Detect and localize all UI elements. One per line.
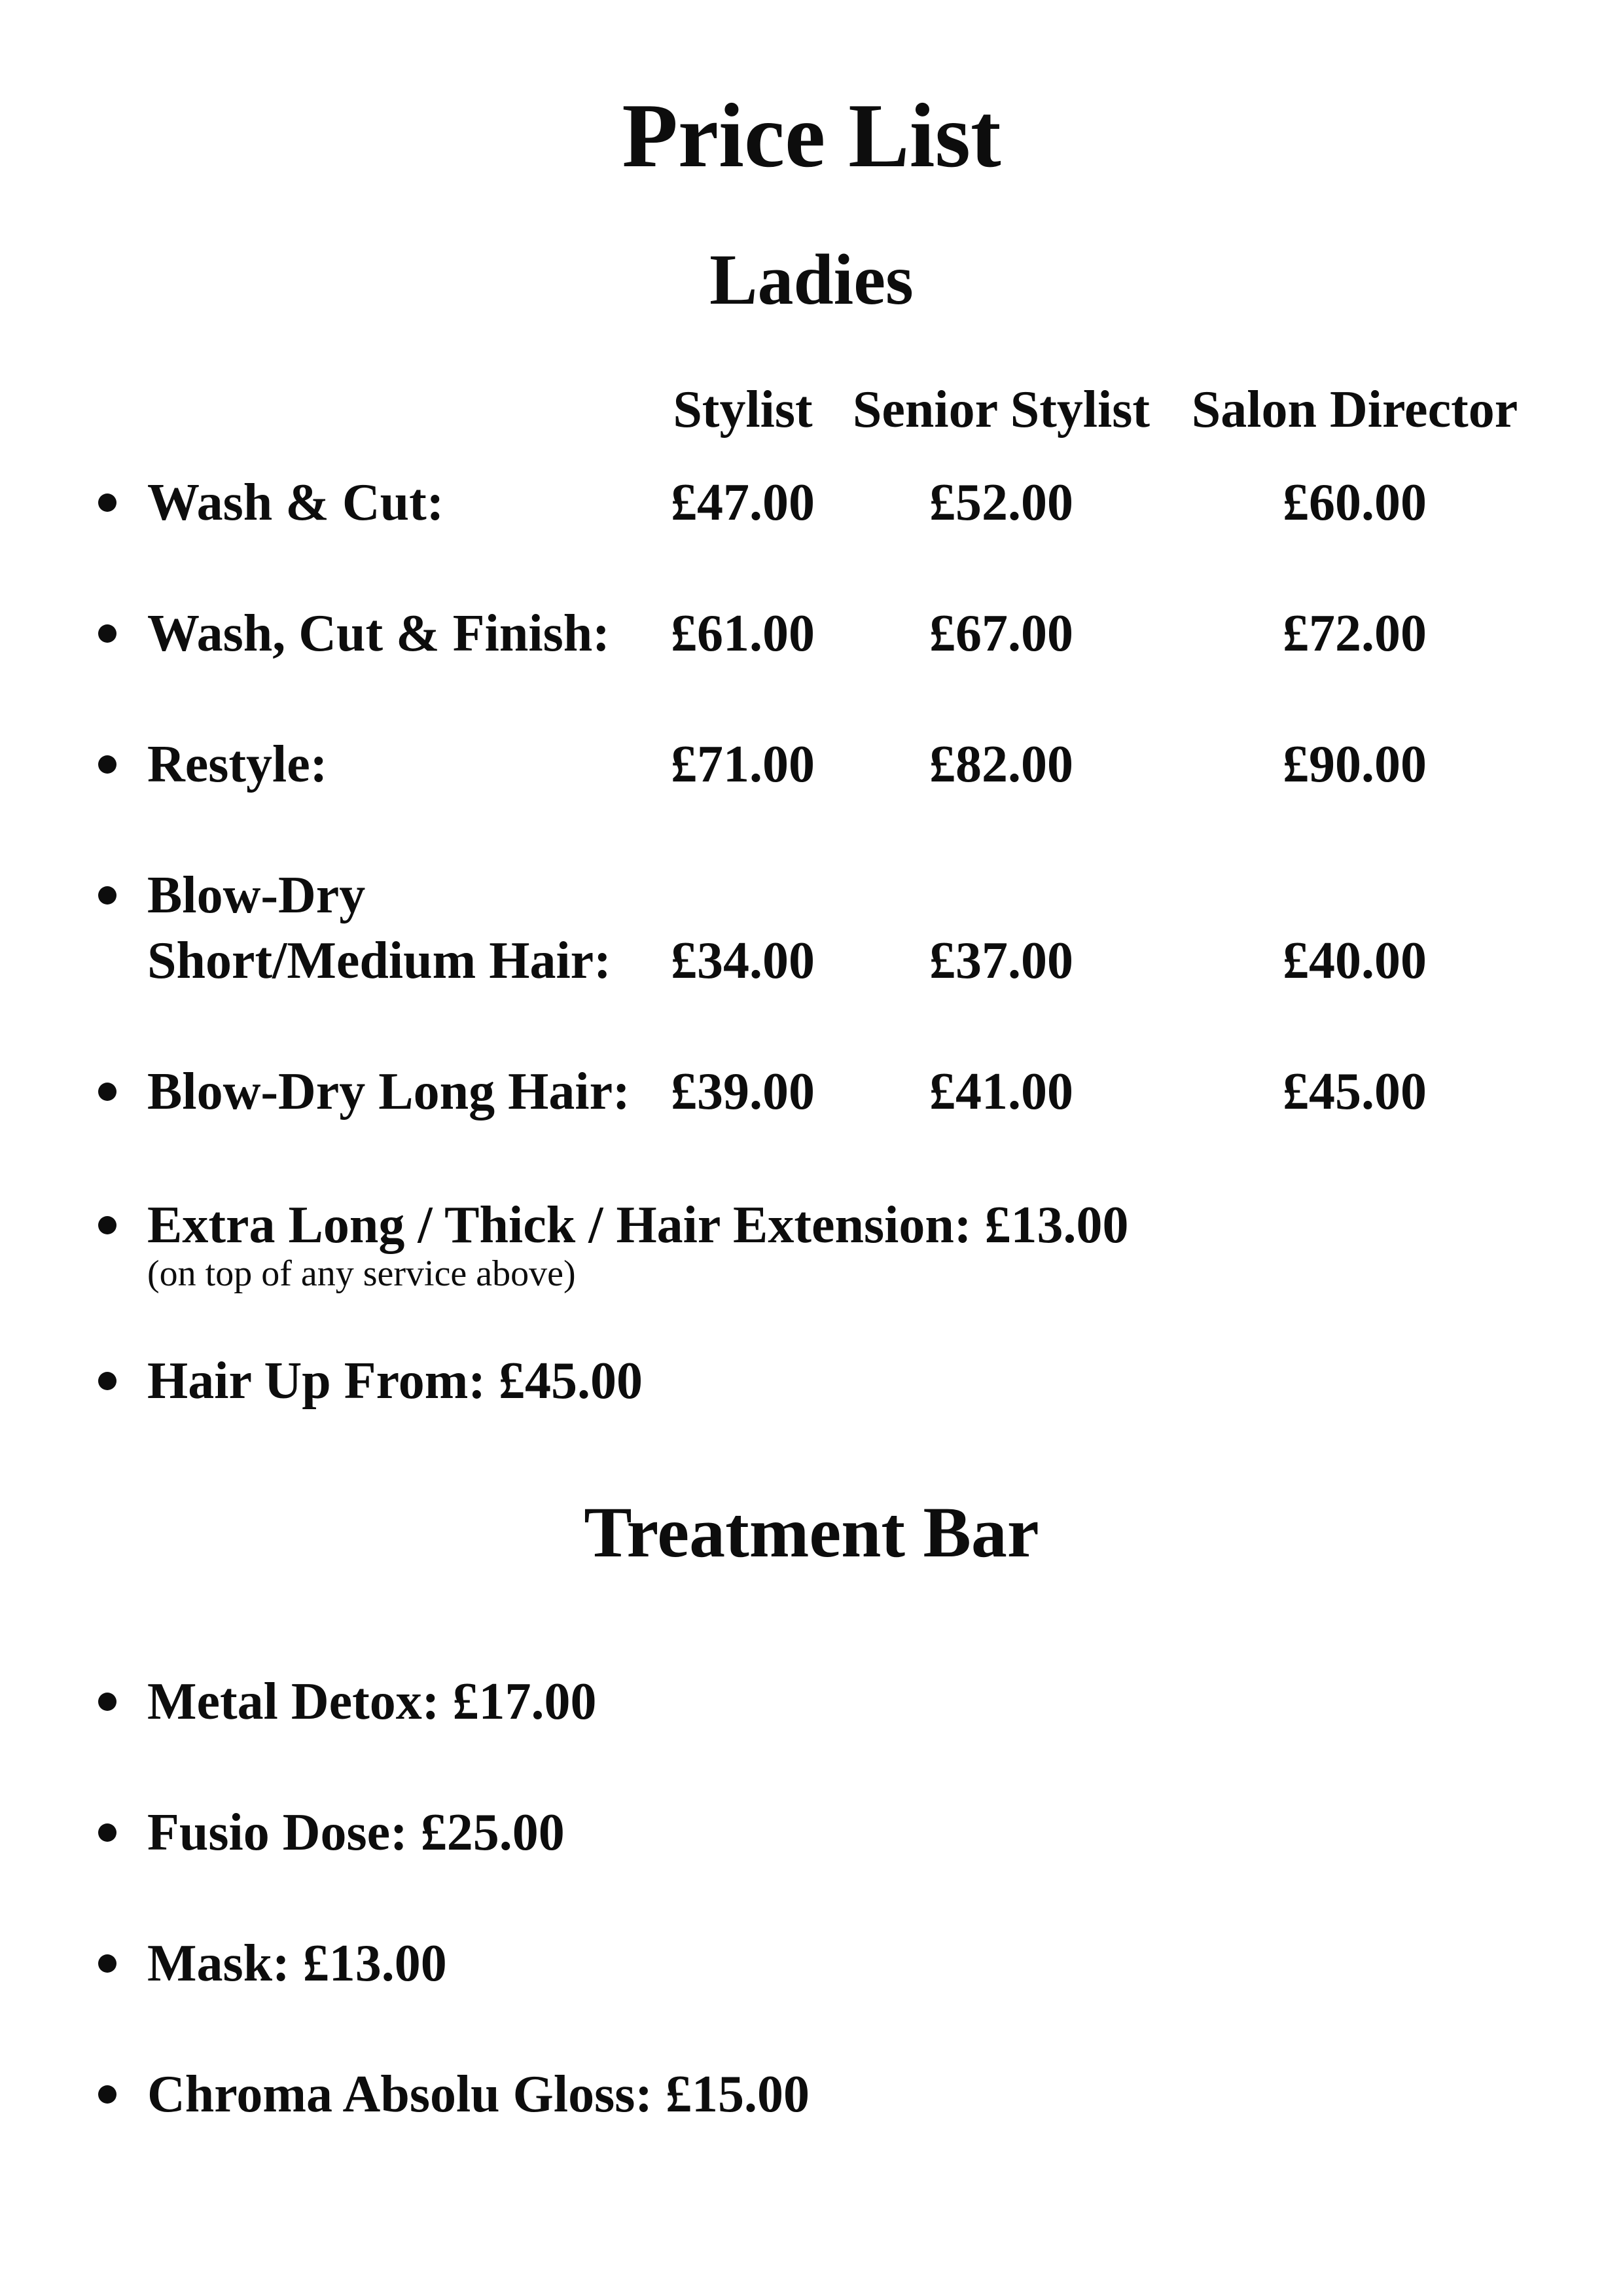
price-stylist: £34.00	[671, 932, 815, 990]
bullet-icon	[98, 1216, 116, 1234]
bullet-icon	[98, 1823, 116, 1842]
bullet-icon	[98, 624, 116, 643]
service-note: (on top of any service above)	[147, 1253, 576, 1294]
bullet-icon	[98, 1372, 116, 1390]
ladies-heading: Ladies	[709, 240, 914, 319]
treatment-label: Chroma Absolu Gloss: £15.00	[147, 2066, 810, 2123]
treatment-label: Fusio Dose: £25.00	[147, 1804, 565, 1861]
price-stylist: £71.00	[671, 736, 815, 793]
service-label-line1: Blow-Dry	[147, 867, 366, 924]
bullet-icon	[98, 2085, 116, 2104]
price-stylist: £47.00	[671, 474, 815, 531]
price-senior-stylist: £82.00	[929, 736, 1073, 793]
bullet-icon	[98, 493, 116, 512]
treatment-label: Metal Detox: £17.00	[147, 1673, 597, 1731]
bullet-icon	[98, 886, 116, 905]
price-senior-stylist: £52.00	[929, 474, 1073, 531]
price-senior-stylist: £41.00	[929, 1063, 1073, 1121]
service-label: Extra Long / Thick / Hair Extension: £13.00	[147, 1196, 1129, 1254]
column-header-stylist: Stylist	[673, 381, 813, 439]
price-stylist: £61.00	[671, 605, 815, 662]
bullet-icon	[98, 1083, 116, 1101]
price-salon-director: £90.00	[1283, 736, 1427, 793]
price-salon-director: £72.00	[1283, 605, 1427, 662]
price-senior-stylist: £37.00	[929, 932, 1073, 990]
price-senior-stylist: £67.00	[929, 605, 1073, 662]
bullet-icon	[98, 755, 116, 774]
price-salon-director: £60.00	[1283, 474, 1427, 531]
service-label: Wash, Cut & Finish:	[147, 605, 610, 662]
price-salon-director: £40.00	[1283, 932, 1427, 990]
treatment-label: Mask: £13.00	[147, 1935, 447, 1992]
service-label: Restyle:	[147, 736, 328, 793]
price-salon-director: £45.00	[1283, 1063, 1427, 1121]
service-label: Hair Up From: £45.00	[147, 1352, 643, 1410]
price-stylist: £39.00	[671, 1063, 815, 1121]
bullet-icon	[98, 1954, 116, 1973]
column-header-senior-stylist: Senior Stylist	[852, 381, 1150, 439]
service-label: Short/Medium Hair:	[147, 932, 611, 990]
service-label: Blow-Dry Long Hair:	[147, 1063, 630, 1121]
treatment-bar-heading: Treatment Bar	[584, 1492, 1039, 1572]
bullet-icon	[98, 1693, 116, 1711]
page-title: Price List	[622, 85, 1001, 187]
column-header-salon-director: Salon Director	[1191, 381, 1518, 439]
service-label: Wash & Cut:	[147, 474, 444, 531]
